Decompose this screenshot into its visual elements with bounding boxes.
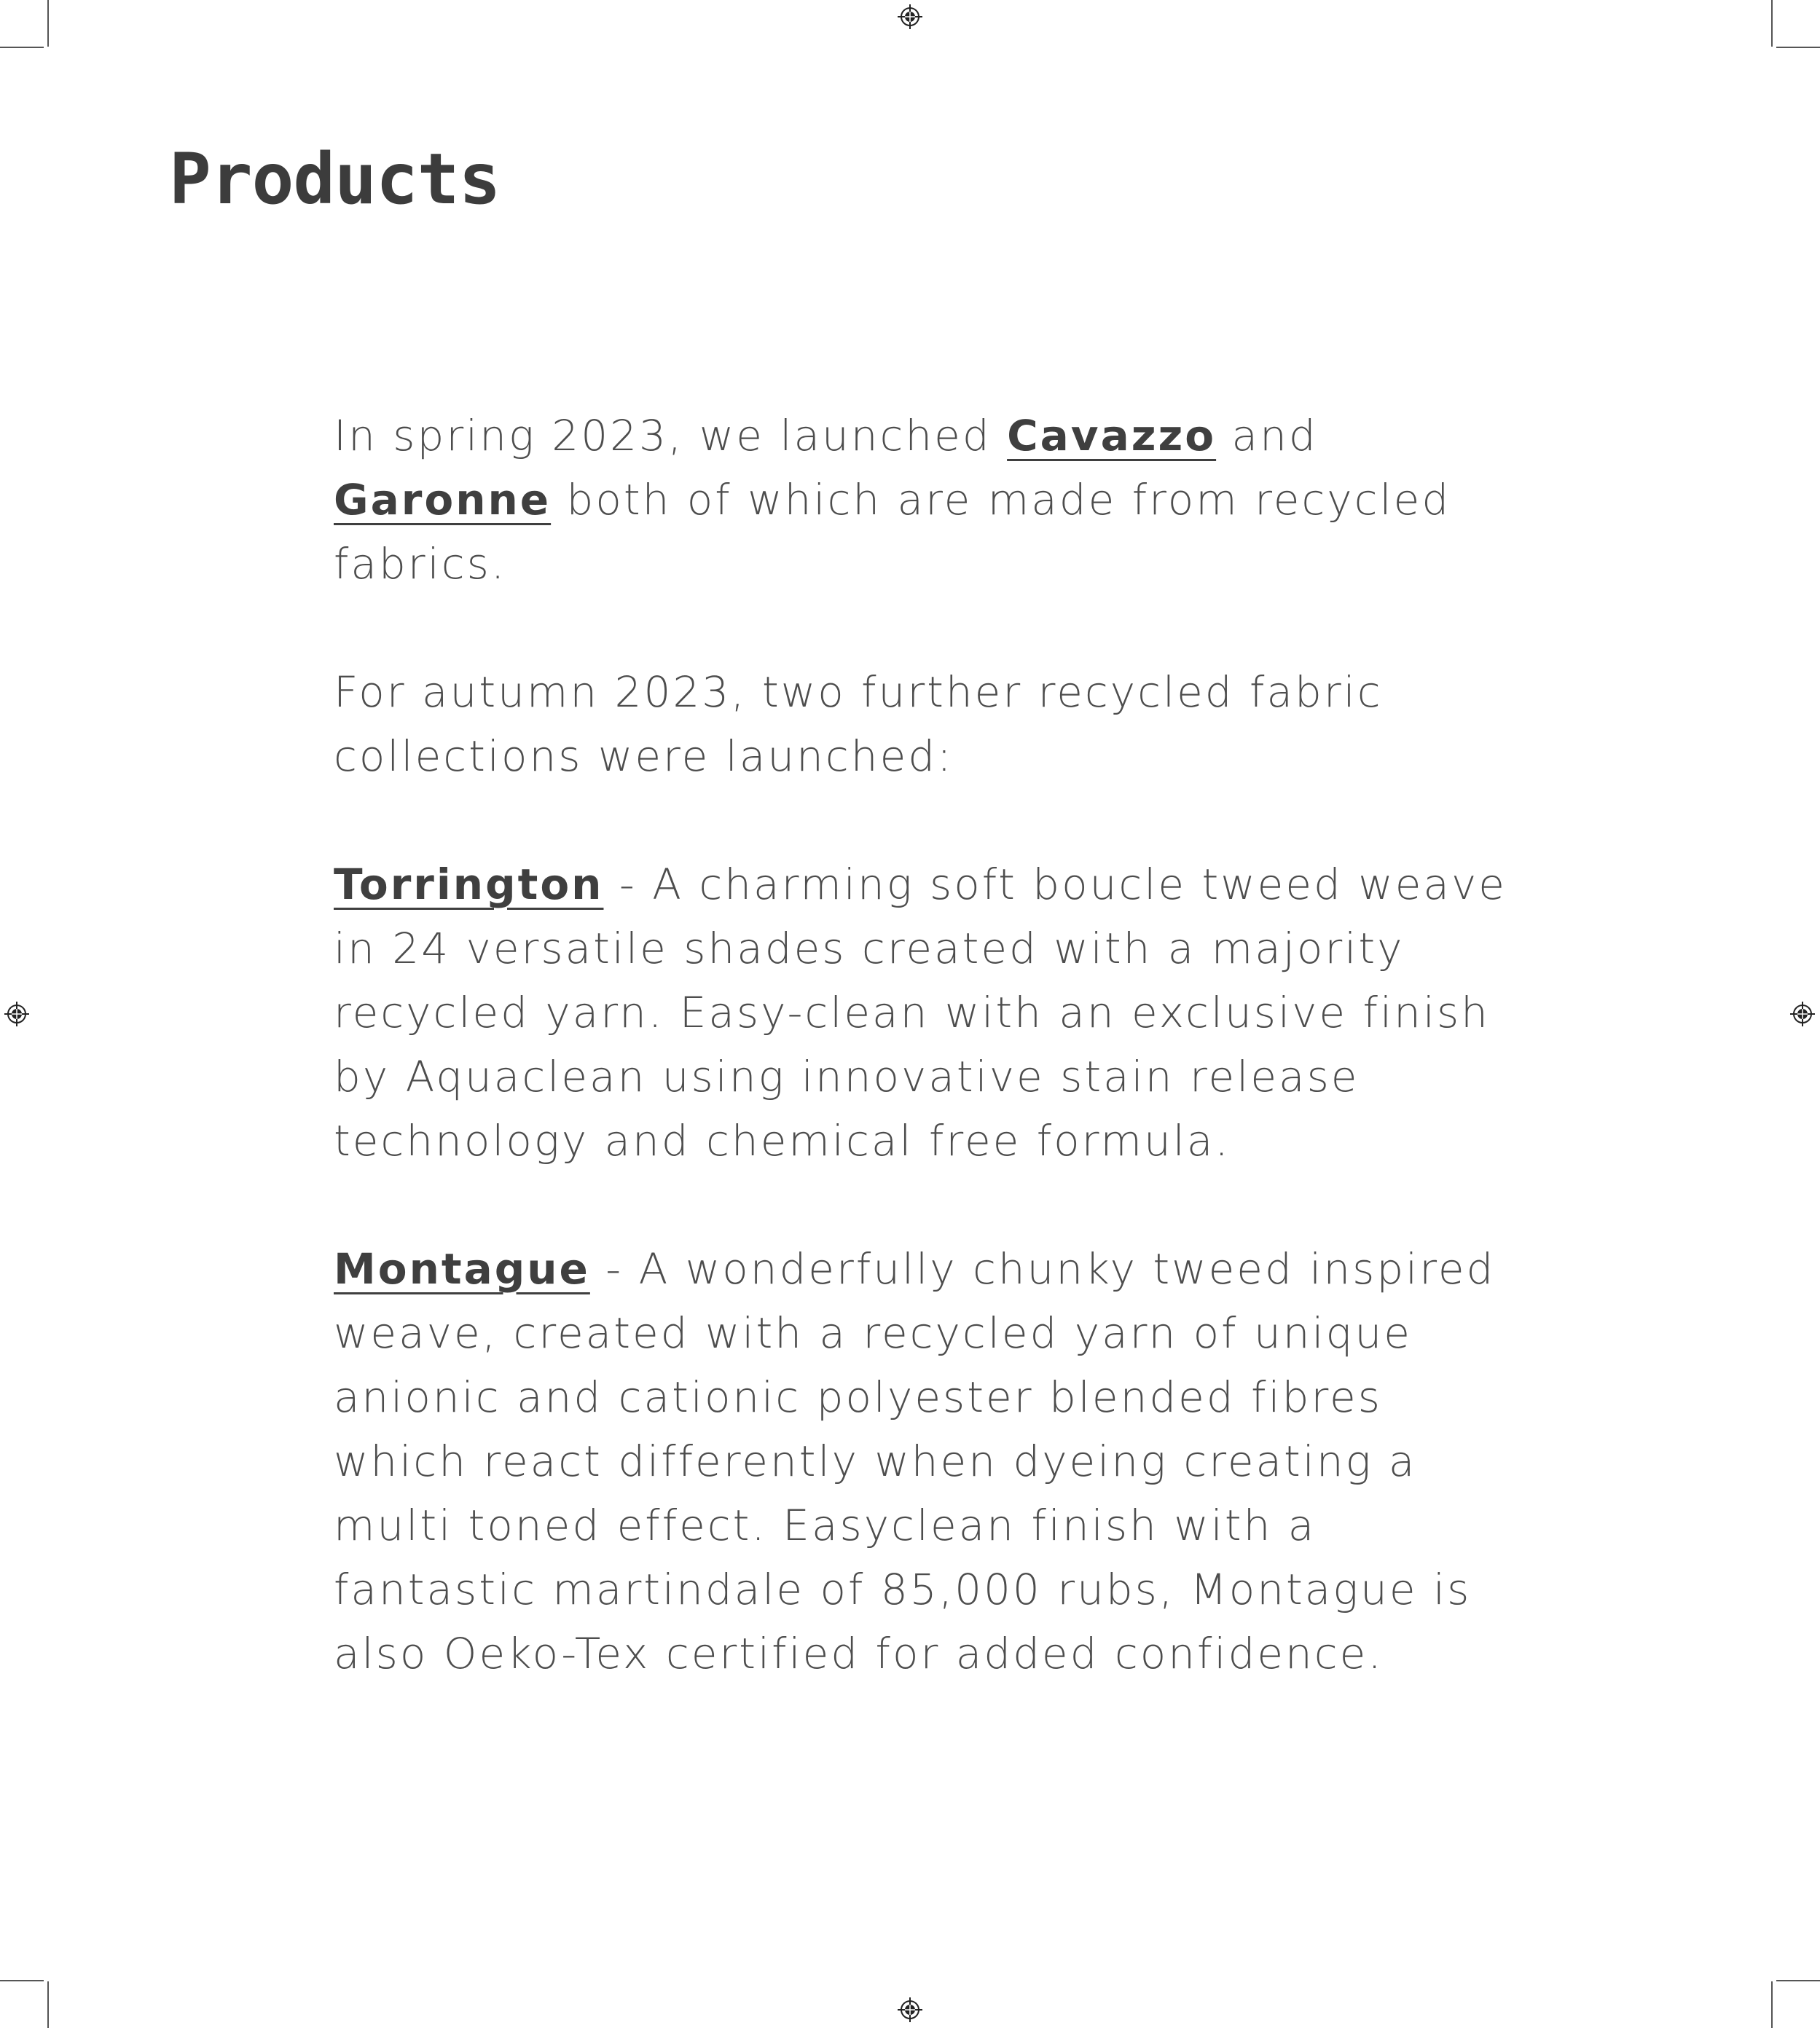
product-torrington	[334, 852, 1529, 1173]
crop-mark-bottom-right-v	[1771, 1981, 1773, 2028]
garonne-link[interactable]: Garonne	[334, 475, 552, 524]
registration-crosshair-icon	[898, 1997, 922, 2022]
registration-crosshair-icon	[4, 1002, 29, 1026]
crop-mark-top-right-h	[1776, 47, 1820, 48]
montague-link[interactable]: Montague	[334, 1244, 590, 1294]
crop-mark-top-left-v	[47, 0, 49, 47]
registration-crosshair-icon	[1790, 1002, 1815, 1026]
intro-text-between: and	[1216, 411, 1318, 460]
torrington-link[interactable]: Torrington	[334, 860, 604, 909]
intro-text-after: both of which are made from recycled fabrics.	[334, 475, 1451, 589]
crop-mark-top-right-v	[1771, 0, 1773, 47]
torrington-description: - A charming soft boucle tweed weave in 24 versatile shades created with a majority recycled yarn. Easy-clean with an exclusive finish by Aquaclean using innovative stain release technology and chemical free formula.	[334, 860, 1507, 1166]
registration-crosshair-icon	[898, 4, 922, 29]
crop-mark-top-left-h	[0, 47, 44, 48]
intro-text-before: In spring 2023, we launched	[334, 411, 1008, 460]
body-text	[334, 404, 1529, 1750]
autumn-paragraph: For autumn 2023, two further recycled fabric collections were launched:	[334, 667, 1383, 781]
intro-paragraph	[334, 404, 1529, 596]
crop-mark-bottom-left-v	[47, 1981, 49, 2028]
crop-mark-bottom-left-h	[0, 1980, 44, 1981]
montague-description: - A wonderfully chunky tweed inspired weave, created with a recycled yarn of unique anionic and cationic polyester blended fibres which react differently when dyeing creating a multi toned effect. Easyclean finish with a fantastic martindale of 85,000 rubs, Montague is also Oeko-Tex certified for added confidence.	[334, 1244, 1496, 1678]
crop-mark-bottom-right-h	[1776, 1980, 1820, 1981]
cavazzo-link[interactable]: Cavazzo	[1007, 411, 1217, 460]
product-montague	[334, 1237, 1529, 1686]
page-title: Products	[169, 138, 501, 220]
